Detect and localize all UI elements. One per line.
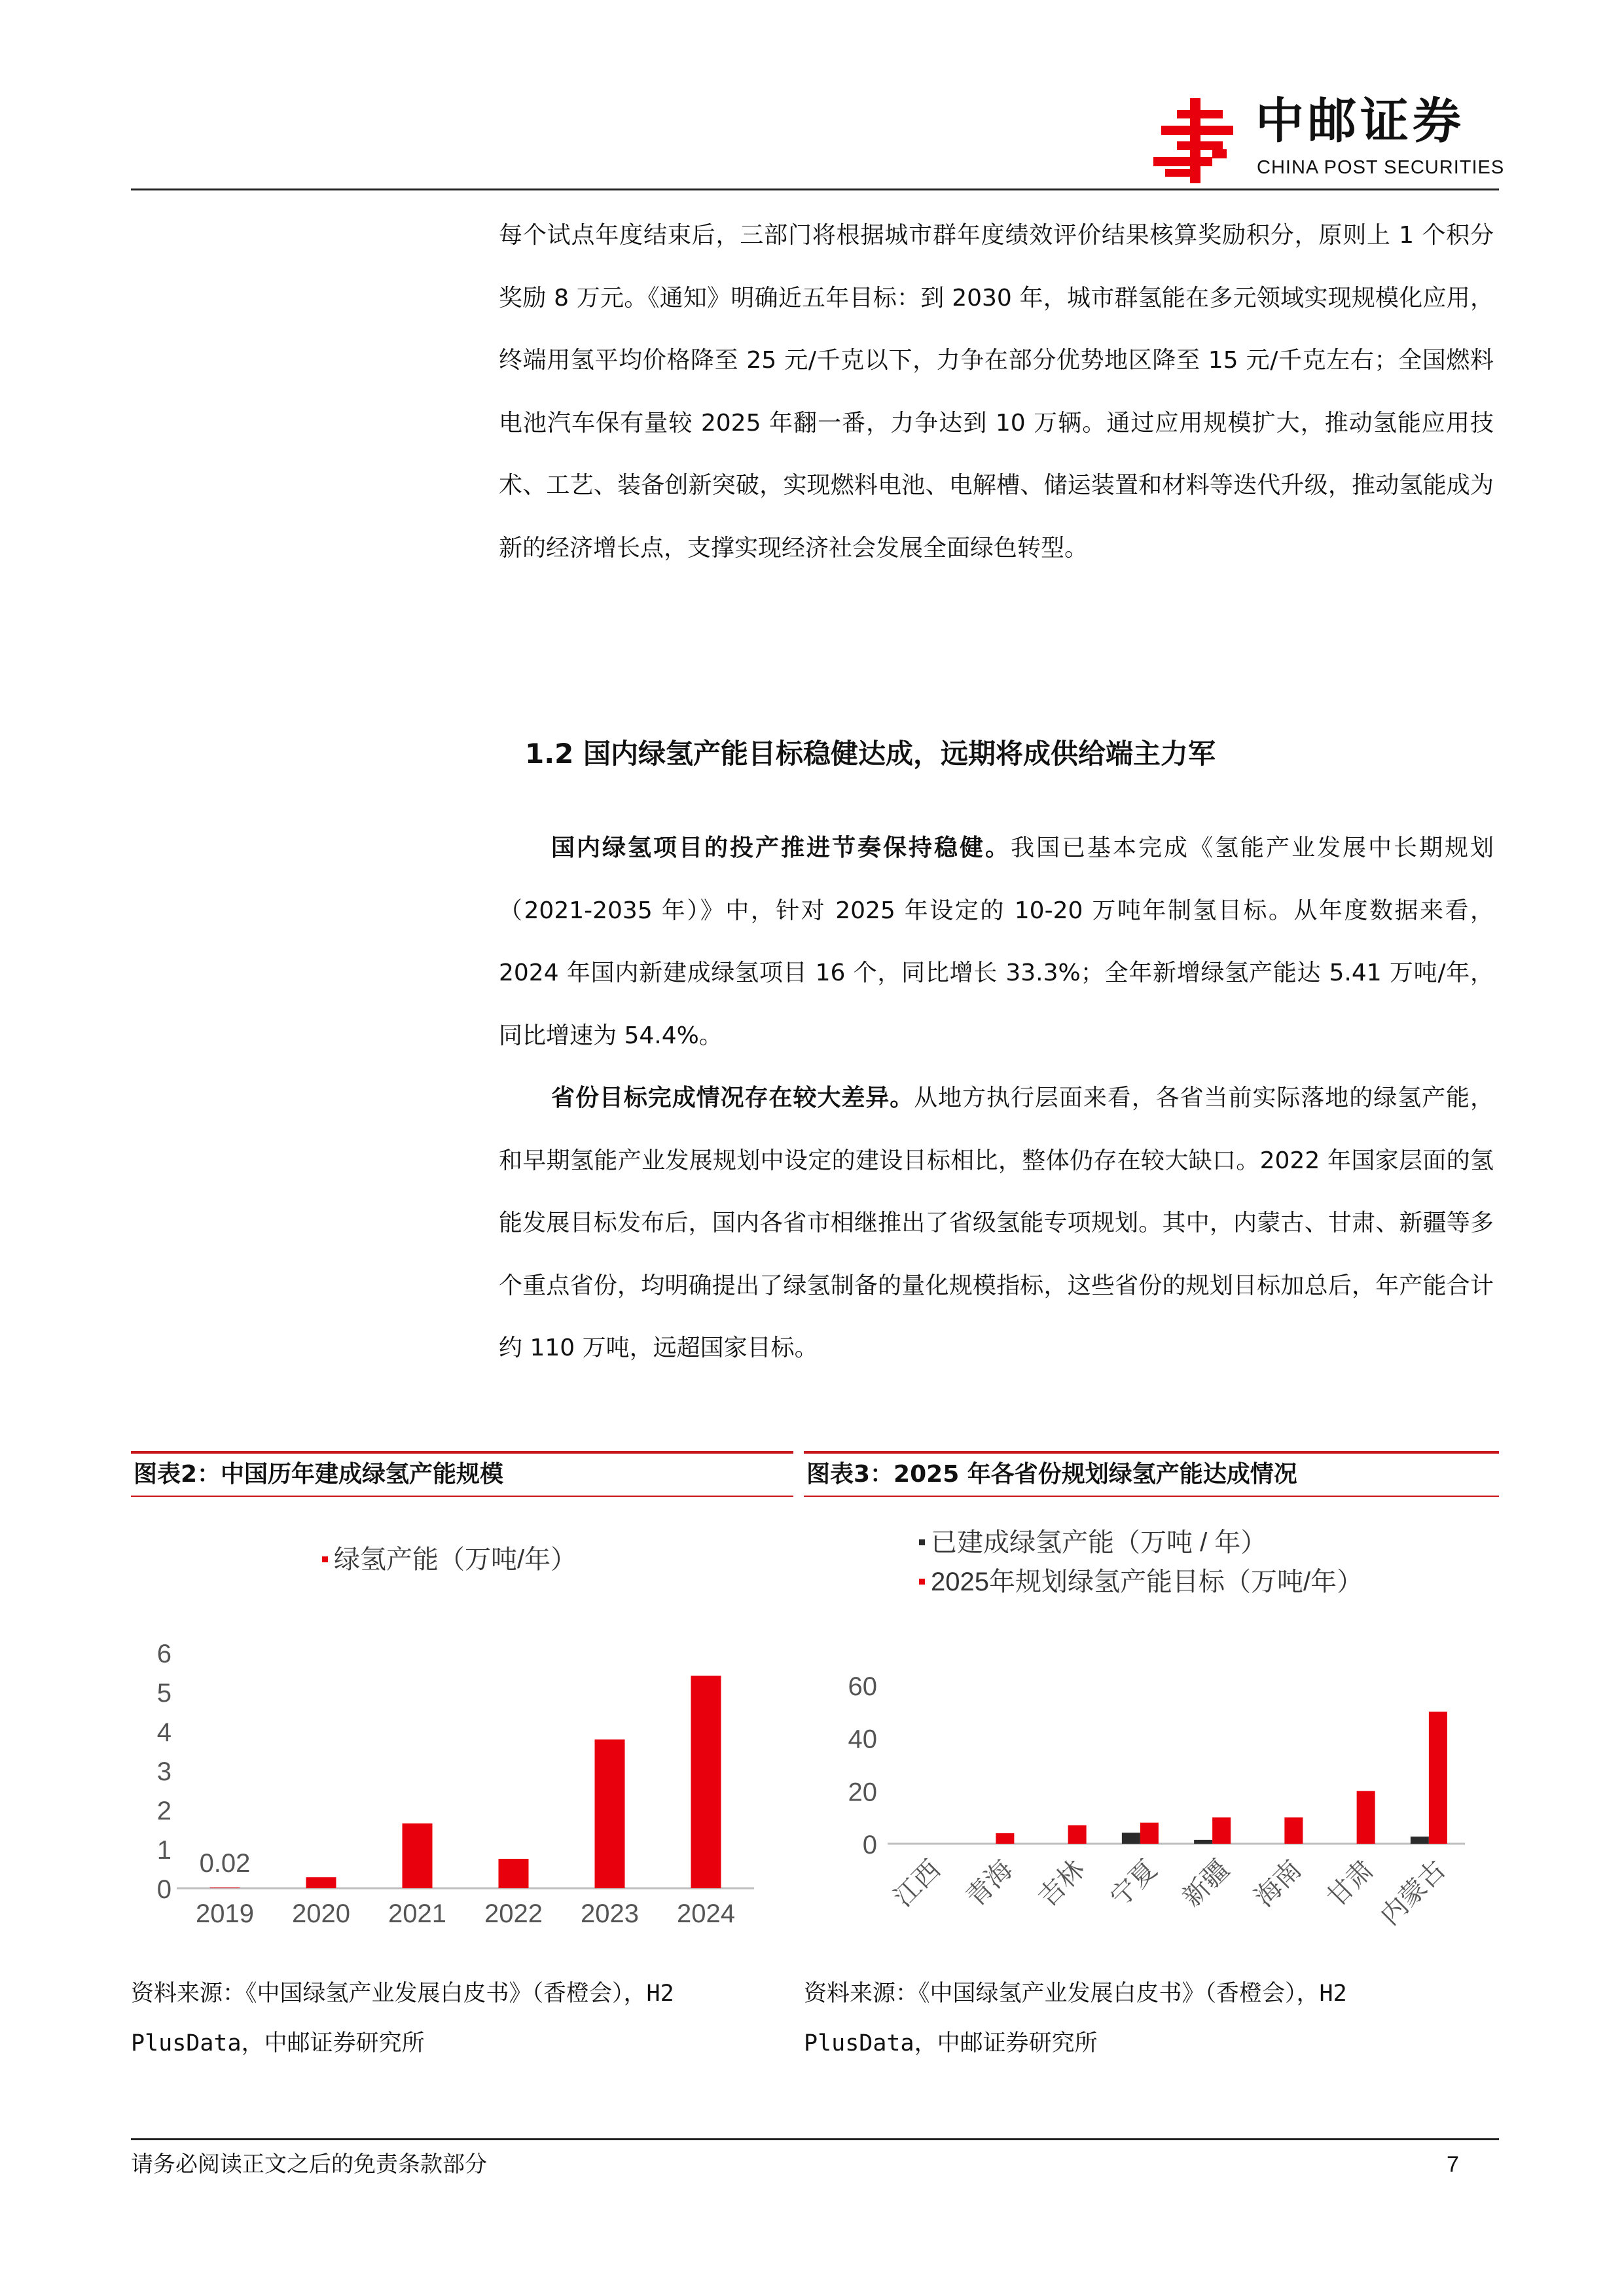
y-tick-label: 2 bbox=[156, 1797, 171, 1825]
bar bbox=[595, 1740, 625, 1888]
y-tick-label: 4 bbox=[156, 1718, 171, 1747]
bar-target bbox=[1140, 1823, 1159, 1844]
paragraph-body: 从地方执行层面来看，各省当前实际落地的绿氢产能，和早期氢能产业发展规划中设定的建设目标相比，整体仍存在较大缺口。2022 年国家层面的氢能发展目标发布后，国内各省市相继推出了省级氢能专项规划。其中，内蒙古、甘肃、新疆等多个重点省份，均明确提出了绿氢制备的量化规模指标，这些省份的规划目标加总后，年产能合计约 110 万吨，远超国家目标。 bbox=[499, 1085, 1494, 1361]
paragraph-body: 我国已基本完成《氢能产业发展中长期规划（2021-2035 年）》中，针对 2025 年设定的 10-20 万吨年制氢目标。从年度数据来看，2024 年国内新建成绿氢项目 16 个，同比增长 33.3%；全年新增绿氢产能达 5.41 万吨/年，同比增速为 54.4%。 bbox=[499, 834, 1494, 1049]
x-tick-label: 新疆 bbox=[1177, 1855, 1235, 1912]
x-tick-label: 2024 bbox=[677, 1899, 735, 1928]
x-tick-label: 甘肃 bbox=[1322, 1855, 1379, 1912]
bar-target bbox=[1357, 1791, 1375, 1844]
chart-provincial-targets bbox=[804, 1505, 1499, 1937]
source-line: 资料来源：《中国绿氢产业发展白皮书》（香橙会），H2 bbox=[804, 1981, 1347, 2007]
bar-target bbox=[996, 1833, 1014, 1844]
chart-annual-capacity bbox=[131, 1505, 793, 1937]
brand-name-en: CHINA POST SECURITIES bbox=[1257, 157, 1505, 178]
paragraph-green-hydrogen-progress bbox=[499, 817, 1494, 1067]
header-divider bbox=[131, 188, 1499, 190]
x-tick-label: 2022 bbox=[484, 1899, 543, 1928]
x-tick-label: 青海 bbox=[960, 1855, 1019, 1912]
x-tick-label: 吉林 bbox=[1033, 1855, 1091, 1912]
bar-built bbox=[1411, 1837, 1429, 1844]
source-line: 资料来源：《中国绿氢产业发展白皮书》（香橙会），H2 bbox=[131, 1981, 674, 2007]
legend-label: 绿氢产能（万吨/年） bbox=[334, 1545, 577, 1574]
paragraph-lead: 国内绿氢项目的投产推进节奏保持稳健。 bbox=[551, 834, 1011, 861]
figure-2-source bbox=[131, 1969, 674, 2068]
chart-2-bars bbox=[996, 1712, 1447, 1844]
data-label: 0.02 bbox=[199, 1848, 251, 1878]
x-tick-label: 宁夏 bbox=[1105, 1855, 1163, 1912]
y-tick-label: 1 bbox=[156, 1836, 171, 1865]
footer-divider bbox=[131, 2138, 1499, 2140]
figure-2-top-rule bbox=[131, 1451, 793, 1454]
y-tick-label: 0 bbox=[862, 1831, 877, 1859]
bar bbox=[306, 1877, 336, 1888]
figure-3-source bbox=[804, 1969, 1347, 2068]
bar bbox=[691, 1676, 721, 1888]
bar-target bbox=[1212, 1818, 1231, 1844]
bar-target bbox=[1068, 1825, 1087, 1844]
x-tick-label: 2023 bbox=[581, 1899, 639, 1928]
legend-swatch bbox=[322, 1556, 328, 1562]
figure-3-caption: 图表3：2025 年各省份规划绿氢产能达成情况 bbox=[806, 1461, 1297, 1488]
y-tick-label: 3 bbox=[156, 1757, 171, 1786]
y-tick-label: 20 bbox=[848, 1778, 877, 1807]
chart-1-bars bbox=[210, 1676, 721, 1888]
y-tick-label: 5 bbox=[156, 1679, 171, 1708]
page-number: 7 bbox=[1447, 2152, 1459, 2177]
x-tick-label: 江西 bbox=[888, 1855, 947, 1912]
bar-built bbox=[1122, 1833, 1140, 1844]
legend-label-target: 2025年规划绿氢产能目标（万吨/年） bbox=[931, 1568, 1363, 1596]
bar bbox=[499, 1859, 529, 1888]
figure-2-bottom-rule bbox=[131, 1496, 793, 1497]
legend-swatch-target bbox=[919, 1579, 925, 1585]
legend-label-built: 已建成绿氢产能（万吨 / 年） bbox=[931, 1528, 1267, 1557]
source-line: PlusData，中邮证券研究所 bbox=[804, 2030, 1098, 2056]
y-tick-label: 6 bbox=[156, 1640, 171, 1668]
bar-target bbox=[1429, 1712, 1447, 1844]
x-tick-label: 2021 bbox=[388, 1899, 446, 1928]
brand-logo-icon bbox=[1153, 98, 1245, 183]
source-line: PlusData，中邮证券研究所 bbox=[131, 2030, 425, 2056]
brand-name-cn: 中邮证券 bbox=[1255, 93, 1465, 149]
figure-2-caption: 图表2：中国历年建成绿氢产能规模 bbox=[134, 1461, 504, 1488]
legend-swatch-built bbox=[919, 1539, 925, 1545]
x-tick-label: 2019 bbox=[196, 1899, 254, 1928]
y-tick-label: 40 bbox=[848, 1725, 877, 1754]
section-heading: 1.2 国内绿氢产能目标稳健达成，远期将成供给端主力军 bbox=[525, 738, 1216, 770]
paragraph-pilot-incentives: 每个试点年度结束后，三部门将根据城市群年度绩效评价结果核算奖励积分，原则上 1 个积分奖励 8 万元。《通知》明确近五年目标：到 2030 年，城市群氢能在多元领域实现规模化应用，终端用氢平均价格降至 25 元/千克以下，力争在部分优势地区降至 15 元/千克左右；全国燃料电池汽车保有量较 2025 年翻一番，力争达到 10 万辆。通过应用规模扩大，推动氢能应用技术、工艺、装备创新突破，实现燃料电池、电解槽、储运装置和材料等迭代升级，推动氢能成为新的经济增长点，支撑实现经济社会发展全面绿色转型。 bbox=[499, 222, 1494, 562]
bar-target bbox=[1284, 1818, 1303, 1844]
figure-3-bottom-rule bbox=[804, 1496, 1499, 1497]
paragraph-lead: 省份目标完成情况存在较大差异。 bbox=[551, 1085, 914, 1111]
x-tick-label: 2020 bbox=[292, 1899, 350, 1928]
y-tick-label: 60 bbox=[848, 1672, 877, 1701]
chart-2-legend bbox=[919, 1528, 1363, 1596]
chart-1-labels bbox=[157, 1640, 735, 1928]
x-tick-label: 内蒙古 bbox=[1375, 1855, 1452, 1931]
x-tick-label: 海南 bbox=[1249, 1855, 1307, 1912]
y-tick-label: 0 bbox=[156, 1875, 171, 1904]
chart-1-legend bbox=[322, 1545, 577, 1574]
figure-3-top-rule bbox=[804, 1451, 1499, 1454]
bar-built bbox=[1194, 1840, 1212, 1844]
disclaimer-note: 请务必阅读正文之后的免责条款部分 bbox=[131, 2151, 487, 2178]
bar bbox=[403, 1823, 433, 1888]
paragraph-provincial-gap bbox=[499, 1067, 1494, 1380]
